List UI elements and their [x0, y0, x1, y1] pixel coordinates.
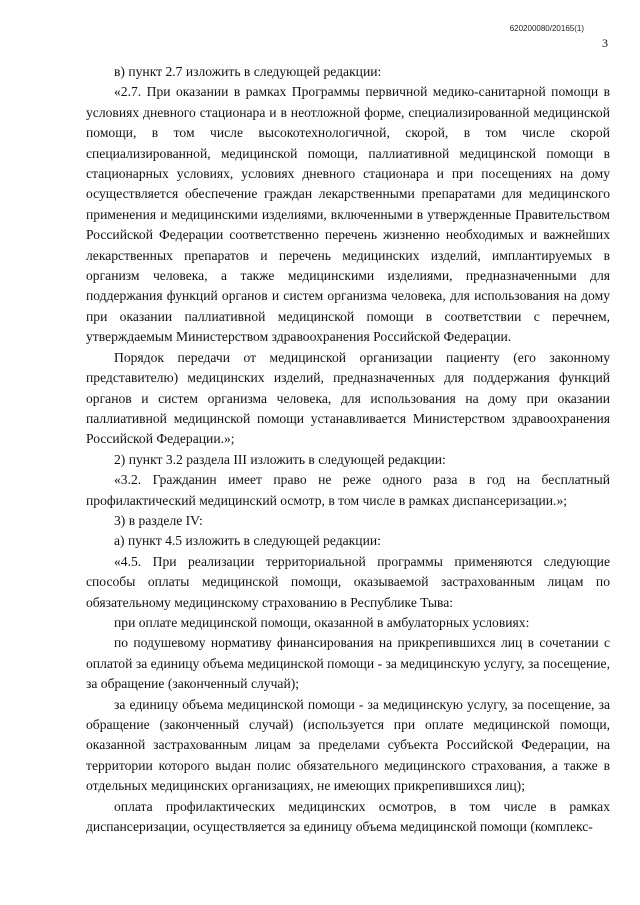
paragraph: оплата профилактических медицинских осмотров, в том числе в рамках диспансеризации, осуществляется за единицу объема медицинской помощи (комплекс- [86, 798, 610, 835]
paragraph: «2.7. При оказании в рамках Программы первичной медико-санитарной помощи в условиях дневного стационара и в неотложной форме, специализированной медицинской помощи, в том числе высокотехнологичной, скорой, в том числе скорой специализированной, медицинской помощи, паллиативной медицинской помощи в стационарных условиях, условиях дневного стационара и при посещениях на дому осуществляется обеспечение граждан лекарственными препаратами для медицинского применения и медицинскими изделиями, включенными в утвержденные Правительством Российской Федерации соответственно перечень жизненно необходимых и важнейших лекарственных препаратов и перечень медицинских изделий, имплантируемых в организм человека, а также медицинскими изделиями, предназначенными для поддержания функций органов и систем организма человека, для использования на дому при оказании паллиативной медицинской помощи в соответствии с перечнем, утверждаемым Министерством здравоохранения Российской Федерации. [86, 84, 610, 345]
paragraph: по подушевому нормативу финансирования на прикрепившихся лиц в сочетании с оплатой за единицу объема медицинской помощи - за медицинскую услугу, за посещение, за обращение (законченный случай); [86, 635, 610, 692]
paragraph: 2) пункт 3.2 раздела III изложить в следующей редакции: [114, 451, 446, 467]
document-body [86, 62, 610, 837]
paragraph: «3.2. Гражданин имеет право не реже одного раза в год на бесплатный профилактический медицинский осмотр, в том числе в рамках диспансеризации.»; [86, 472, 610, 508]
paragraph: при оплате медицинской помощи, оказанной в амбулаторных условиях: [114, 614, 530, 630]
paragraph: а) пункт 4.5 изложить в следующей редакции: [114, 533, 381, 549]
document-code: 620200080/20165(1) [509, 24, 584, 33]
page-number: 3 [602, 36, 608, 50]
paragraph: «4.5. При реализации территориальной программы применяются следующие способы оплаты медицинской помощи, оказываемой застрахованным лицам по обязательному медицинскому страхованию в Республике Тыва: [86, 553, 610, 610]
paragraph: в) пункт 2.7 изложить в следующей редакции: [114, 64, 382, 79]
paragraph: Порядок передачи от медицинской организации пациенту (его законному представителю) медицинских изделий, предназначенных для поддержания функций органов и систем организма человека, для использования на дому при оказании паллиативной медицинской помощи устанавливается Министерством здравоохранения Российской Федерации.»; [86, 349, 610, 447]
paragraph: 3) в разделе IV: [114, 512, 203, 528]
paragraph: за единицу объема медицинской помощи - за медицинскую услугу, за посещение, за обращение (законченный случай) (используется при оплате медицинской помощи, оказанной застрахованным лицам за пределами субъекта Российской Федерации, на территории которого выдан полис обязательного медицинского страхования, а также в отдельных медицинских организациях, не имеющих прикрепившихся лиц); [86, 696, 610, 794]
